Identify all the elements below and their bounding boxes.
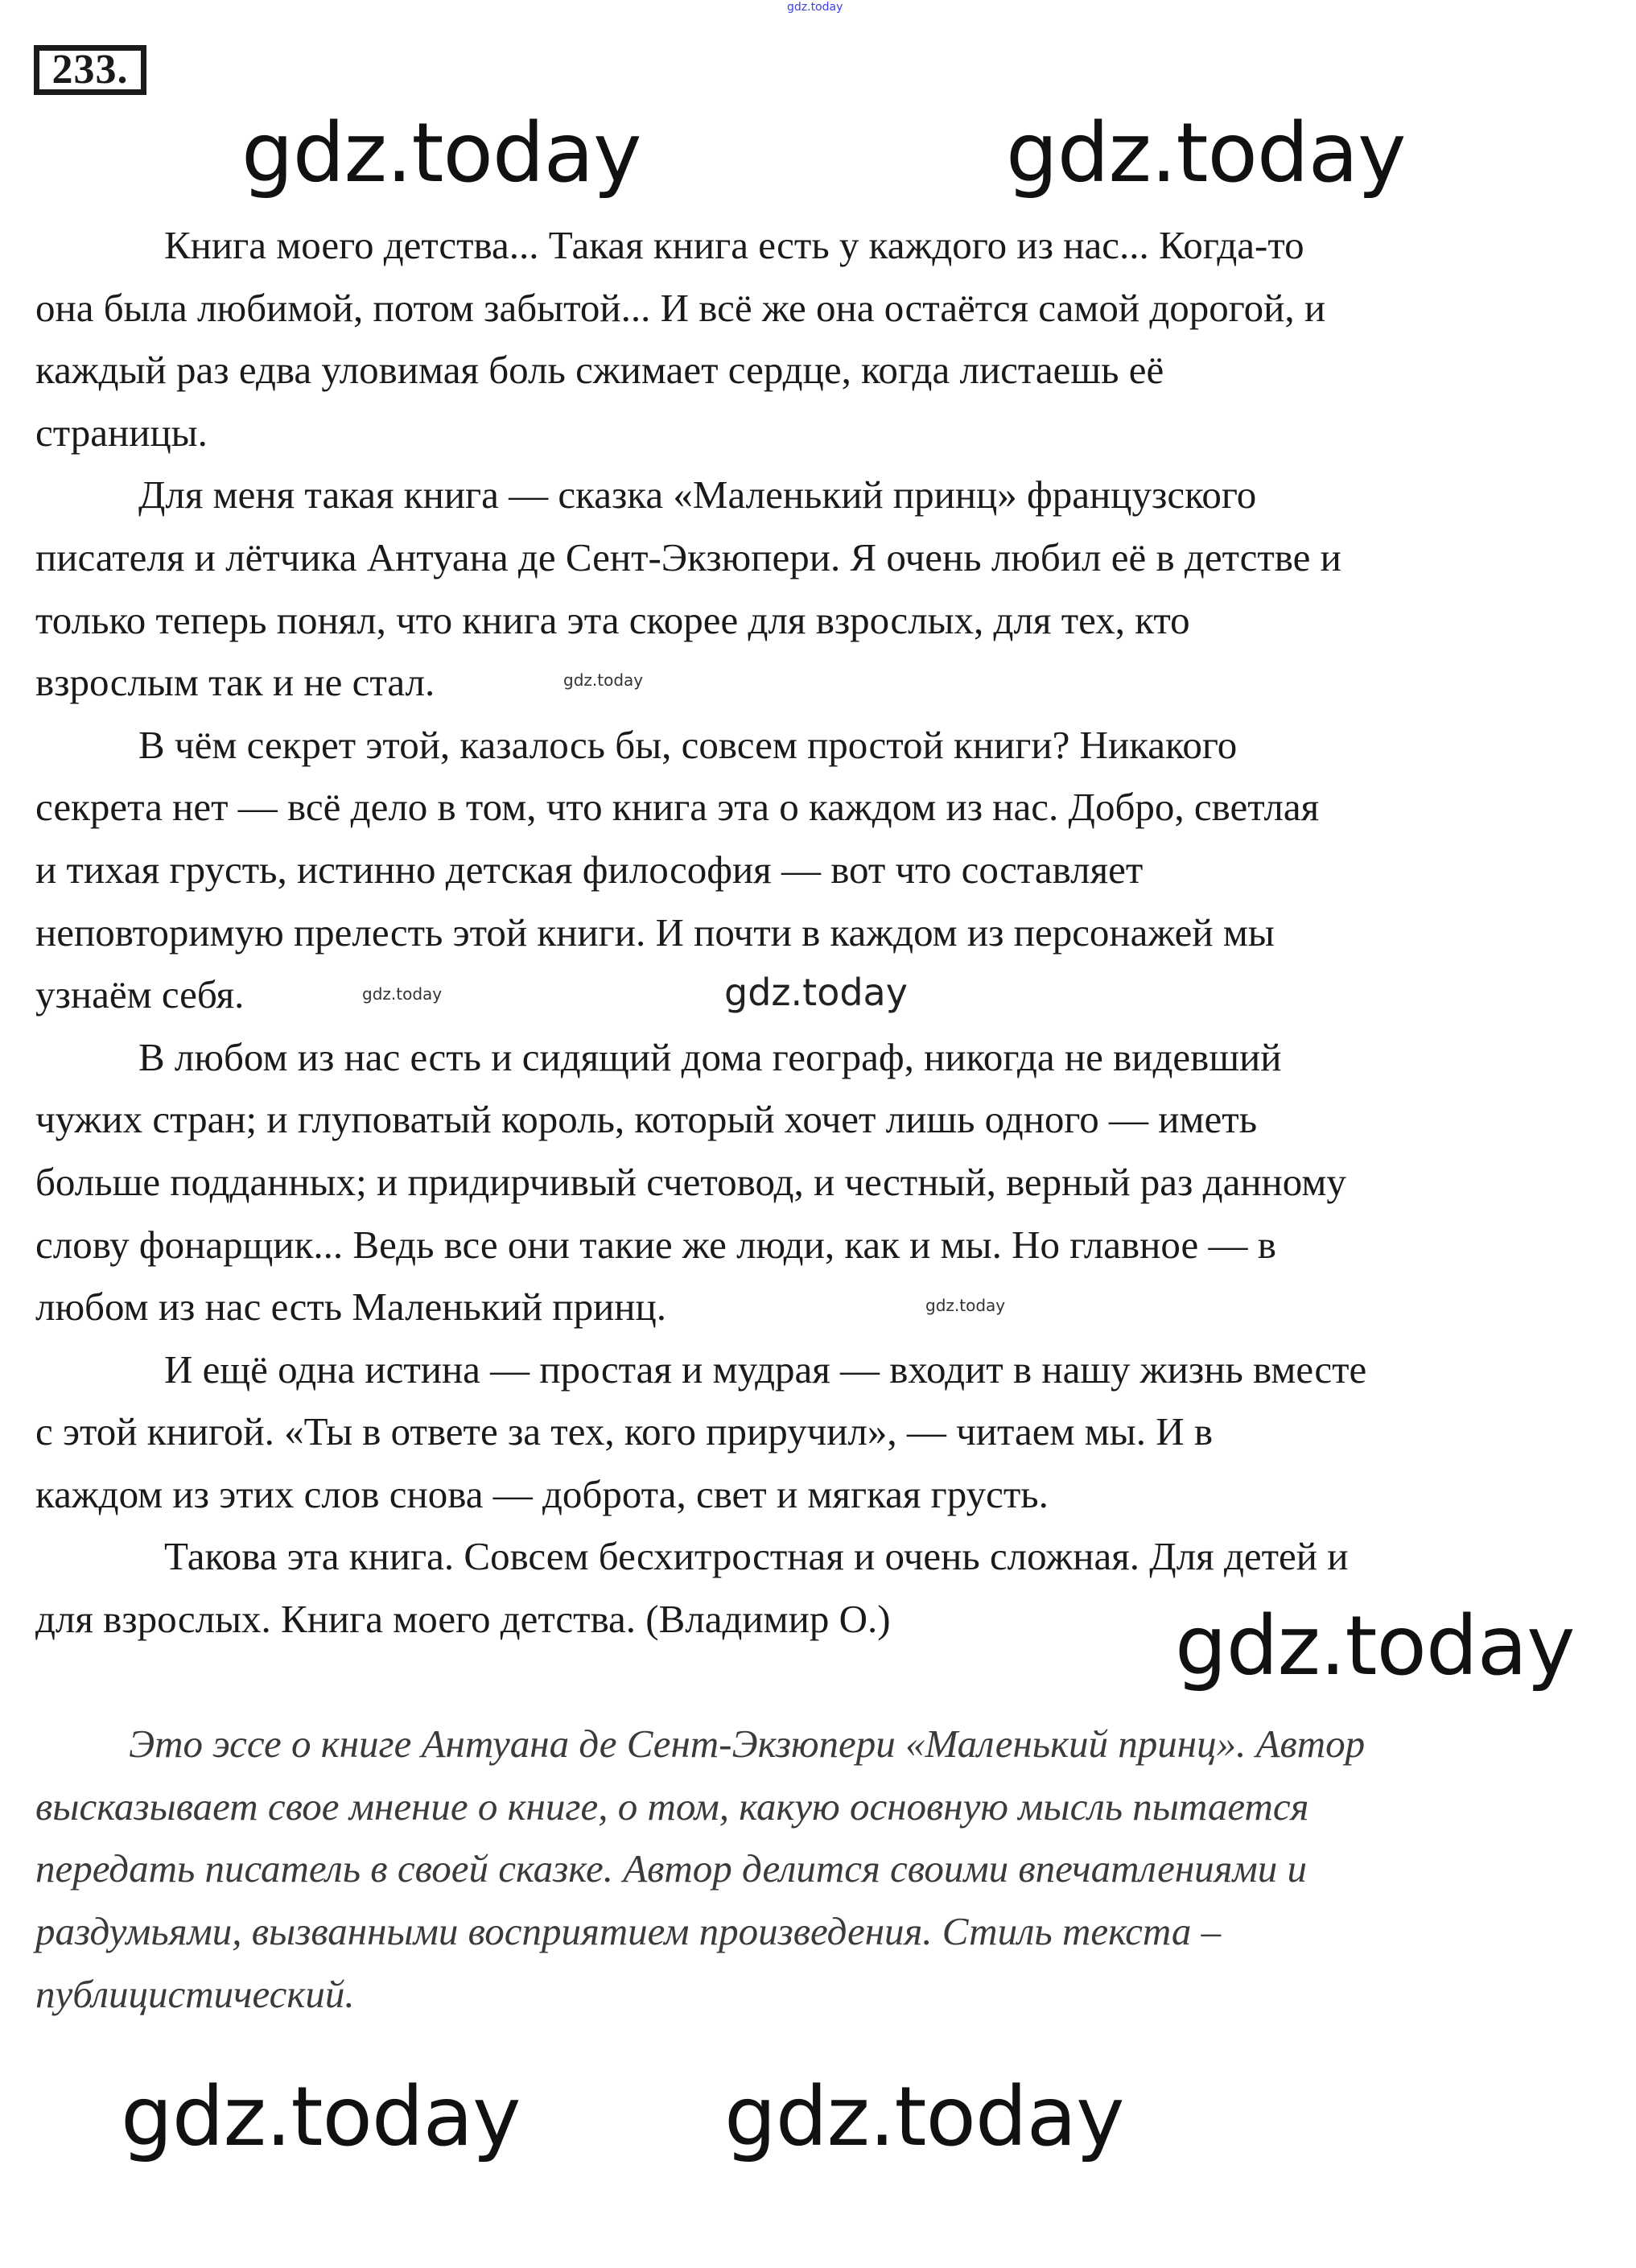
paragraph-3-line: секрета нет — всё дело в том, что книга эта о каждом из нас. Добро, светлая xyxy=(35,785,1320,830)
watermark: gdz.today xyxy=(925,1296,1006,1315)
paragraph-4-line: больше подданных; и придирчивый счетовод, и честный, верный раз данному xyxy=(35,1159,1346,1204)
paragraph-2-line: взрослым так и не стал. xyxy=(35,660,435,705)
paragraph-6-line: Такова эта книга. Совсем бесхитростная и очень сложная. Для детей и xyxy=(164,1534,1349,1579)
paragraph-5-line: И ещё одна истина — простая и мудрая — входит в нашу жизнь вместе xyxy=(164,1346,1367,1392)
paragraph-4-line: В любом из нас есть и сидящий дома географ, никогда не видевший xyxy=(138,1034,1282,1079)
paragraph-4-line: чужих стран; и глуповатый король, который хочет лишь одного — иметь xyxy=(35,1097,1258,1142)
watermark: gdz.today xyxy=(121,2069,521,2165)
watermark: gdz.today xyxy=(241,105,641,201)
paragraph-2-line: писателя и лётчика Антуана де Сент-Экзюпери. Я очень любил её в детстве и xyxy=(35,534,1341,579)
watermark: gdz.today xyxy=(724,2069,1124,2165)
paragraph-1-line: каждый раз едва уловимая боль сжимает сердце, когда листаешь её xyxy=(35,348,1164,393)
paragraph-3-line: неповторимую прелесть этой книги. И почти в каждом из персонажей мы xyxy=(35,909,1275,955)
paragraph-4-line: слову фонарщик... Ведь все они такие же люди, как и мы. Но главное — в xyxy=(35,1222,1276,1267)
watermark: gdz.today xyxy=(1006,105,1406,201)
watermark: gdz.today xyxy=(787,1,843,14)
paragraph-1-line: страницы. xyxy=(35,410,208,455)
paragraph-2-line: Для меня такая книга — сказка «Маленький принц» французского xyxy=(138,472,1257,518)
watermark: gdz.today xyxy=(362,984,443,1004)
watermark: gdz.today xyxy=(563,670,644,690)
paragraph-4-line: любом из нас есть Маленький принц. xyxy=(35,1285,666,1330)
paragraph-5-line: каждом из этих слов снова — доброта, свет и мягкая грусть. xyxy=(35,1471,1049,1516)
analysis-line: публицистический. xyxy=(35,1971,355,2016)
paragraph-3-line: и тихая грусть, истинно детская философия — вот что составляет xyxy=(35,847,1144,892)
watermark: gdz.today xyxy=(724,971,908,1014)
paragraph-5-line: с этой книгой. «Ты в ответе за тех, кого приручил», — читаем мы. И в xyxy=(35,1409,1213,1454)
paragraph-1-line: Книга моего детства... Такая книга есть у каждого из нас... Когда-то xyxy=(164,223,1304,267)
paragraph-3-line: В чём секрет этой, казалось бы, совсем простой книги? Никакого xyxy=(138,722,1238,767)
analysis-line: высказывает свое мнение о книге, о том, какую основную мысль пытается xyxy=(35,1783,1309,1829)
exercise-number: 233. xyxy=(34,45,146,95)
analysis-line: Это эссе о книге Антуана де Сент-Экзюпери «Маленький принц». Автор xyxy=(129,1722,1366,1767)
paragraph-1-line: она была любимой, потом забытой... И всё же она остаётся самой дорогой, и xyxy=(35,285,1326,330)
paragraph-6-line: для взрослых. Книга моего детства. (Владимир О.) xyxy=(35,1597,891,1642)
essay-text xyxy=(35,214,1613,2025)
analysis-line: передать писатель в своей сказке. Автор делится своими впечатлениями и xyxy=(35,1846,1307,1891)
watermark: gdz.today xyxy=(1175,1598,1575,1694)
paragraph-2-line: только теперь понял, что книга эта скорее для взрослых, для тех, кто xyxy=(35,597,1190,642)
analysis-line: раздумьями, вызванными восприятием произведения. Стиль текста – xyxy=(35,1909,1222,1954)
paragraph-3-line: узнаём себя. xyxy=(35,972,245,1017)
